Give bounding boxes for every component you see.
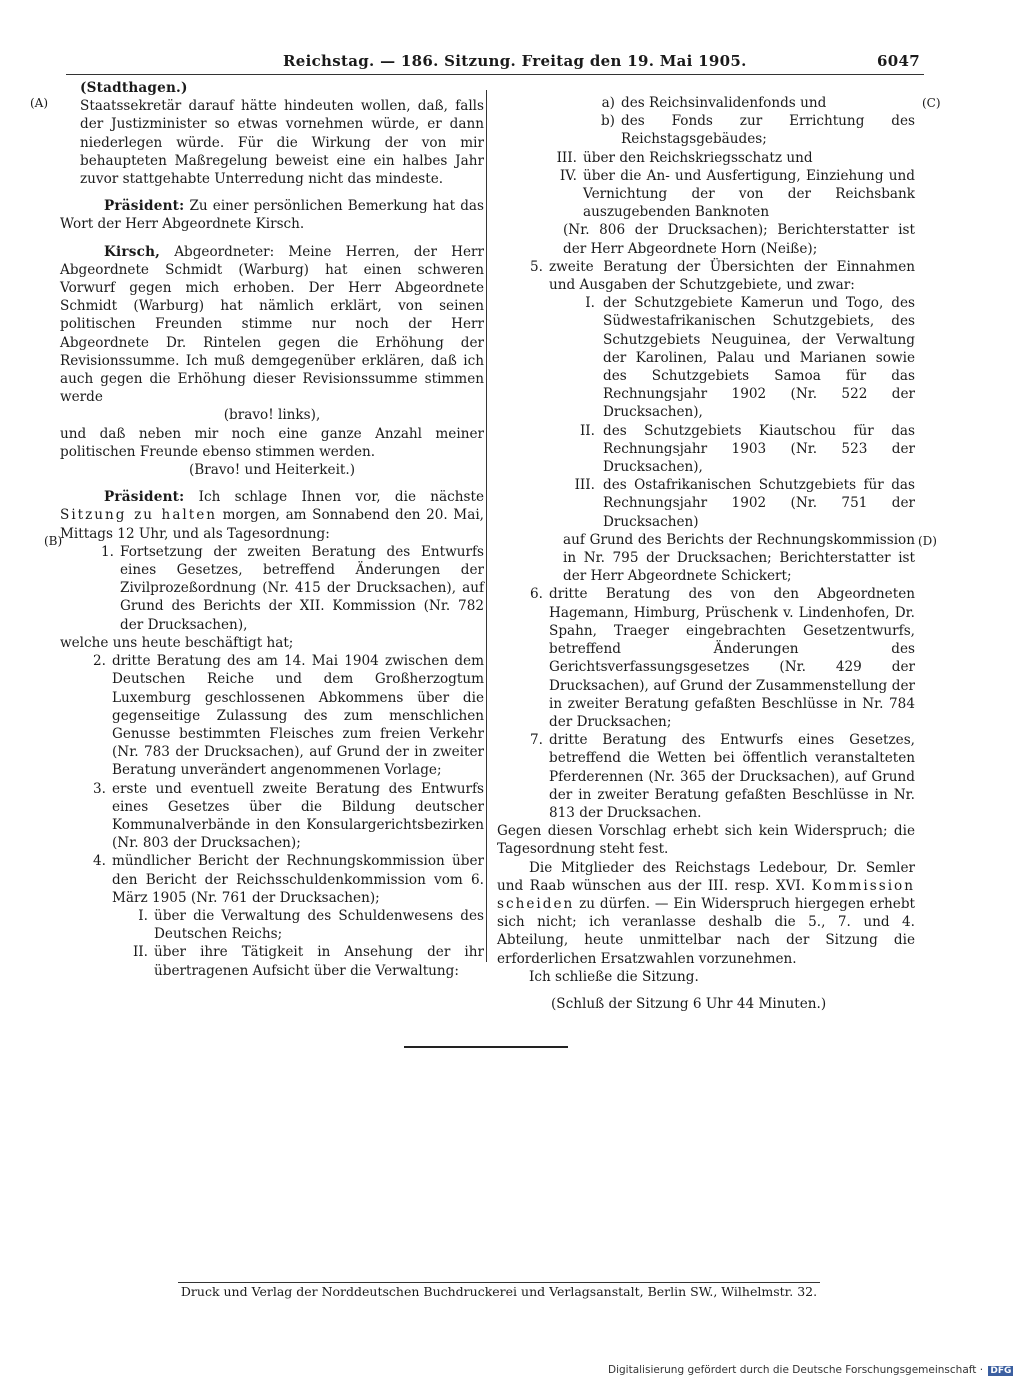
session-end-note: (Schluß der Sitzung 6 Uhr 44 Minuten.): [551, 995, 827, 1012]
right-column: [497, 94, 915, 1013]
item-text: über die Verwaltung des Schuldenwesens des Deutschen Reichs;: [154, 907, 484, 943]
agenda-subitem: [497, 94, 915, 112]
reaction: (Bravo! und Heiterkeit.): [188, 462, 356, 479]
agenda-item: [497, 585, 915, 731]
agenda-item: [60, 652, 484, 779]
agenda-subitem: [497, 422, 915, 477]
agenda-subitem: [60, 907, 484, 943]
left-column: [60, 79, 484, 980]
item-text: des Reichsinvalidenfonds und: [621, 95, 827, 111]
margin-mark-b: (B): [44, 534, 63, 548]
paragraph: Ich schließe die Sitzung.: [529, 968, 699, 985]
margin-mark-c: (C): [922, 96, 941, 110]
item-number: 6.: [530, 586, 543, 603]
agenda-item: [60, 852, 484, 907]
item-text: des Ostafrikanischen Schutzgebiets für das Rechnungsjahr 1902 (Nr. 751 der Drucksachen): [603, 477, 915, 530]
item-number: 3.: [93, 780, 106, 797]
item-number: II.: [132, 944, 148, 961]
item-text: des Schutzgebiets Kiautschou für das Rechnungsjahr 1903 (Nr. 523 der Drucksachen),: [603, 422, 915, 476]
paragraph: Staatssekretär darauf hätte hindeuten wollen, daß, falls der Justizminister so etwas vornehmen würde, er dann niederlegen würde. Für die Wirkung der von mir behaupteten Maßregelung beweist eine ein halbes Jahr zuvor stattgehabte Unterredung nicht das mindeste.: [80, 98, 484, 188]
agenda-item: [60, 543, 484, 634]
item-text: zweite Beratung der Übersichten der Einnahmen und Ausgaben der Schutzgebiete, und zwar:: [549, 258, 915, 294]
paragraph: [60, 243, 484, 407]
item-text: Fortsetzung der zweiten Beratung des Entwurfs eines Gesetzes, betreffend Änderungen der Zivilprozeßordnung (Nr. 415 der Drucksachen), auf Grund des Berichts der XII. Kommission (Nr. 782 der Drucksachen),: [120, 543, 484, 633]
page-header: [88, 50, 920, 74]
agenda-item: [497, 258, 915, 294]
item-number: I.: [138, 907, 148, 924]
item-number: 1.: [101, 543, 114, 560]
margin-mark-d: (D): [918, 534, 937, 548]
paragraph: [497, 859, 915, 968]
item-number: 4.: [93, 853, 106, 870]
paragraph: [60, 197, 484, 233]
item-number: II.: [579, 422, 595, 439]
agenda-subitem: [497, 476, 915, 531]
end-rule: [404, 1046, 568, 1048]
item-text: über ihre Tätigkeit in Ansehung der ihr übertragenen Aufsicht über die Verwaltung:: [154, 944, 484, 979]
item-text: erste und eventuell zweite Beratung des Entwurfs eines Gesetzes über die Bildung deutscher Kommunalverbände in den Konsulargerichtsbezirken (Nr. 803 der Drucksachen);: [112, 780, 484, 852]
emphasis-text: Kommission scheiden: [497, 877, 915, 912]
column-divider: [486, 90, 487, 962]
running-title: Reichstag. — 186. Sitzung. Freitag den 19. Mai 1905.: [283, 52, 747, 70]
speaker-name: Kirsch,: [104, 243, 161, 260]
agenda-subitem: [497, 112, 915, 148]
item-text: dritte Beratung des von den Abgeordneten Hagemann, Himburg, Prüschenk v. Lindenhofen, Dr. Spahn, Traeger eingebrachten Gesetzentwurfs, betreffend Änderungen des Gerichtsverfassungsgesetzes (Nr. 429 der Drucksachen), auf Grund der Zusammenstellung der in zweiter Beratung gefaßten Beschlüsse in Nr. 784 der Drucksachen;: [549, 586, 915, 730]
item-number: b): [600, 113, 615, 130]
emphasis-text: Sitzung zu halten: [60, 507, 218, 524]
speaker-name: Präsident:: [104, 489, 185, 506]
paragraph: welche uns heute beschäftigt hat;: [60, 634, 294, 651]
item-text: über die An- und Ausfertigung, Einziehung und Vernichtung der von der Reichsbank auszugebenden Banknoten: [583, 167, 915, 221]
header-rule: [66, 74, 924, 75]
item-number: III.: [556, 149, 577, 166]
item-number: a): [601, 95, 615, 111]
item-number: 5.: [530, 258, 543, 275]
item-number: IV.: [559, 167, 577, 184]
item-number: 7.: [530, 732, 543, 749]
body-text: Die Mitglieder des Reichstags Ledebour, Dr. Semler und Raab wünschen aus der III. resp. XVI.: [497, 859, 915, 894]
paragraph: Gegen diesen Vorschlag erhebt sich kein Widerspruch; die Tagesordnung steht fest.: [497, 823, 915, 858]
item-text: dritte Beratung des Entwurfs eines Gesetzes, betreffend die Wetten bei öffentlich veranstalteten Pferderennen (Nr. 365 der Drucksachen), auf Grund der in zweiter Beratung gefaßten Beschlüsse in Nr. 813 der Drucksachen.: [549, 732, 915, 821]
item-number: III.: [574, 477, 595, 494]
body-text: zu dürfen. — Ein Widerspruch hiergegen erhebt sich nicht; ich veranlasse deshalb die 5., 7. und 4. Abteilung, heute unmittelbar nach der Sitzung die erforderlichen Ersatzwahlen vorzunehmen.: [497, 895, 915, 967]
margin-mark-a: (A): [30, 96, 49, 110]
speaker-name: Präsident:: [104, 198, 185, 215]
speech-text: Ich schlage Ihnen vor, die nächste: [184, 489, 484, 506]
interjection: (bravo! links),: [223, 407, 321, 424]
item-text: dritte Beratung des am 14. Mai 1904 zwischen dem Deutschen Reiche und dem Großherzogtum Luxemburg geschlossenen Abkommens über die gegenseitige Zulassung des zum menschlichen Genusse bestimmten Fleisches zum freien Verkehr (Nr. 783 der Drucksachen), auf Grund der in zweiter Beratung unverändert angenommenen Vorlage;: [112, 653, 484, 779]
dfg-logo: DFG: [990, 1366, 1012, 1376]
item-text: über den Reichskriegsschatz und: [583, 149, 813, 166]
item-number: 2.: [93, 653, 106, 670]
item-text: des Fonds zur Errichtung des Reichstagsgebäudes;: [621, 113, 915, 148]
running-speaker: (Stadthagen.): [80, 80, 188, 96]
agenda-subitem: [497, 149, 915, 167]
paragraph: auf Grund des Berichts der Rechnungskommission in Nr. 795 der Drucksachen; Berichterstatter ist der Herr Abgeordnete Schickert;: [563, 531, 915, 585]
item-text: mündlicher Bericht der Rechnungskommission über den Bericht der Reichsschuldenkommission vom 6. März 1905 (Nr. 761 der Drucksachen);: [112, 853, 484, 906]
agenda-subitem: [497, 167, 915, 222]
paragraph: [60, 488, 484, 543]
item-text: der Schutzgebiete Kamerun und Togo, des Südwestafrikanischen Schutzgebiets, des Schutzgebiets Neuguinea, der Verwaltung der Karolinen, Palau und Marianen sowie des Schutzgebiets Samoa für das Rechnungsjahr 1902 (Nr. 522 der Drucksachen),: [603, 295, 915, 421]
page-number: 6047: [877, 52, 920, 70]
printer-imprint: Druck und Verlag der Norddeutschen Buchdruckerei und Verlagsanstalt, Berlin SW., Wilhelmstr. 32.: [180, 1284, 818, 1299]
agenda-subitem: [497, 294, 915, 421]
digitization-credit: Digitalisierung gefördert durch die Deutsche Forschungsgemeinschaft · DFG: [608, 1364, 1012, 1376]
speech-text: Abgeordneter: Meine Herren, der Herr Abgeordnete Schmidt (Warburg) hat einen schweren Vorwurf gegen mich erhoben. Der Herr Abgeordnete Schmidt (Warburg) hat nämlich erklärt, von seinen politischen Freunden stimme nur noch der Herr Abgeordnete Dr. Rintelen gegen die Erhöhung der Revisionssumme. Ich muß demgegenüber erklären, daß ich auch gegen die Erhöhung dieser Revisionssumme stimmen werde: [60, 243, 484, 406]
speech-text: morgen, am Sonnabend den 20. Mai, Mittags 12 Uhr, und als Tagesordnung:: [60, 507, 484, 542]
paragraph: (Nr. 806 der Drucksachen); Berichterstatter ist der Herr Abgeordnete Horn (Neiße);: [563, 222, 915, 257]
item-number: I.: [585, 295, 595, 312]
footer-rule: [178, 1282, 820, 1283]
agenda-item: [497, 731, 915, 822]
credit-text: Digitalisierung gefördert durch die Deutsche Forschungsgemeinschaft: [608, 1364, 977, 1376]
speech-text: Zu einer persönlichen Bemerkung hat das Wort der Herr Abgeordnete Kirsch.: [60, 198, 484, 233]
paragraph: und daß neben mir noch eine ganze Anzahl meiner politischen Freunde ebenso stimmen werden.: [60, 425, 484, 460]
agenda-item: [60, 780, 484, 853]
agenda-subitem: [60, 943, 484, 979]
